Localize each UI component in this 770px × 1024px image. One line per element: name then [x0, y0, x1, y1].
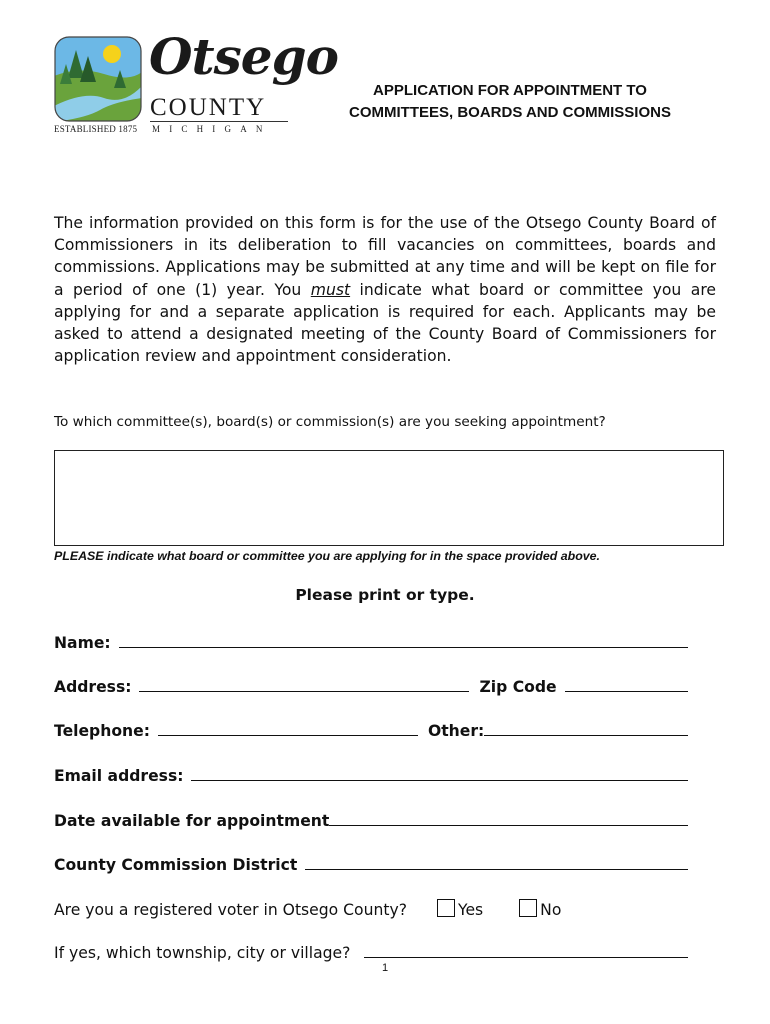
intro-emphasis: must [310, 280, 351, 299]
email-row [54, 761, 688, 785]
township-question: If yes, which township, city or village? [54, 944, 351, 962]
email-label: Email address: [54, 767, 184, 785]
address-label: Address: [54, 678, 132, 696]
email-field[interactable] [191, 780, 688, 781]
logo-divider [150, 121, 288, 122]
district-row [54, 850, 688, 874]
address-row [54, 672, 688, 696]
telephone-field[interactable] [158, 735, 418, 736]
intro-text-part-1: The information provided on this form is for the use of the Otsego County Board of Commissioners in its deliberation to fill vacancies on committees, boards and commissions. Applications may be submitted at any time and will be kept on file for a period of one (1) year. You [54, 214, 716, 299]
yes-label: Yes [457, 901, 484, 919]
form-title-line-1: APPLICATION FOR APPOINTMENT TO [373, 82, 647, 99]
zip-code-field[interactable] [565, 691, 688, 692]
otsego-county-logo [54, 27, 338, 140]
name-row [54, 628, 688, 652]
logo-established: ESTABLISHED 1875 [54, 124, 138, 134]
form-title [320, 80, 700, 124]
no-checkbox[interactable] [519, 899, 537, 917]
address-field[interactable] [139, 691, 469, 692]
name-field[interactable] [119, 647, 688, 648]
name-label: Name: [54, 634, 111, 652]
date-available-field[interactable] [329, 825, 688, 826]
district-label: County Commission District [54, 856, 298, 874]
township-field[interactable] [364, 957, 688, 958]
please-indicate-note: PLEASE indicate what board or committee you are applying for in the space provided above. [54, 549, 600, 563]
telephone-row [54, 716, 688, 740]
voter-question: Are you a registered voter in Otsego County? [54, 901, 407, 919]
form-title-line-2: COMMITTEES, BOARDS AND COMMISSIONS [349, 104, 671, 121]
logo-county: COUNTY [150, 94, 267, 121]
date-available-label: Date available for appointment [54, 812, 330, 830]
logo-wordmark: Otsego [149, 27, 338, 86]
print-or-type-note: Please print or type. [295, 586, 475, 604]
logo-state: MICHIGAN [152, 124, 272, 134]
zip-code-label: Zip Code [479, 678, 557, 696]
voter-row [54, 895, 688, 919]
district-field[interactable] [305, 869, 688, 870]
intro-text-part-2: indicate what board or committee you are applying for and a separate application is required for each. Applicants may be asked to attend a designated meeting of the County Board of Commissioners for application review and appointment consideration. [54, 280, 716, 366]
other-field[interactable] [484, 735, 688, 736]
no-label: No [540, 901, 562, 919]
intro-paragraph [54, 212, 716, 367]
other-label: Other: [427, 722, 485, 740]
yes-checkbox[interactable] [437, 899, 455, 917]
landscape-emblem-icon [54, 36, 142, 122]
voter-no-option[interactable] [519, 899, 561, 919]
date-available-row [54, 806, 688, 830]
committee-question: To which committee(s), board(s) or commission(s) are you seeking appointment? [54, 414, 606, 430]
page-number: 1 [381, 962, 389, 974]
voter-yes-option[interactable] [437, 899, 483, 919]
telephone-label: Telephone: [54, 722, 150, 740]
township-row [54, 938, 688, 962]
committee-answer-box[interactable] [54, 450, 724, 546]
